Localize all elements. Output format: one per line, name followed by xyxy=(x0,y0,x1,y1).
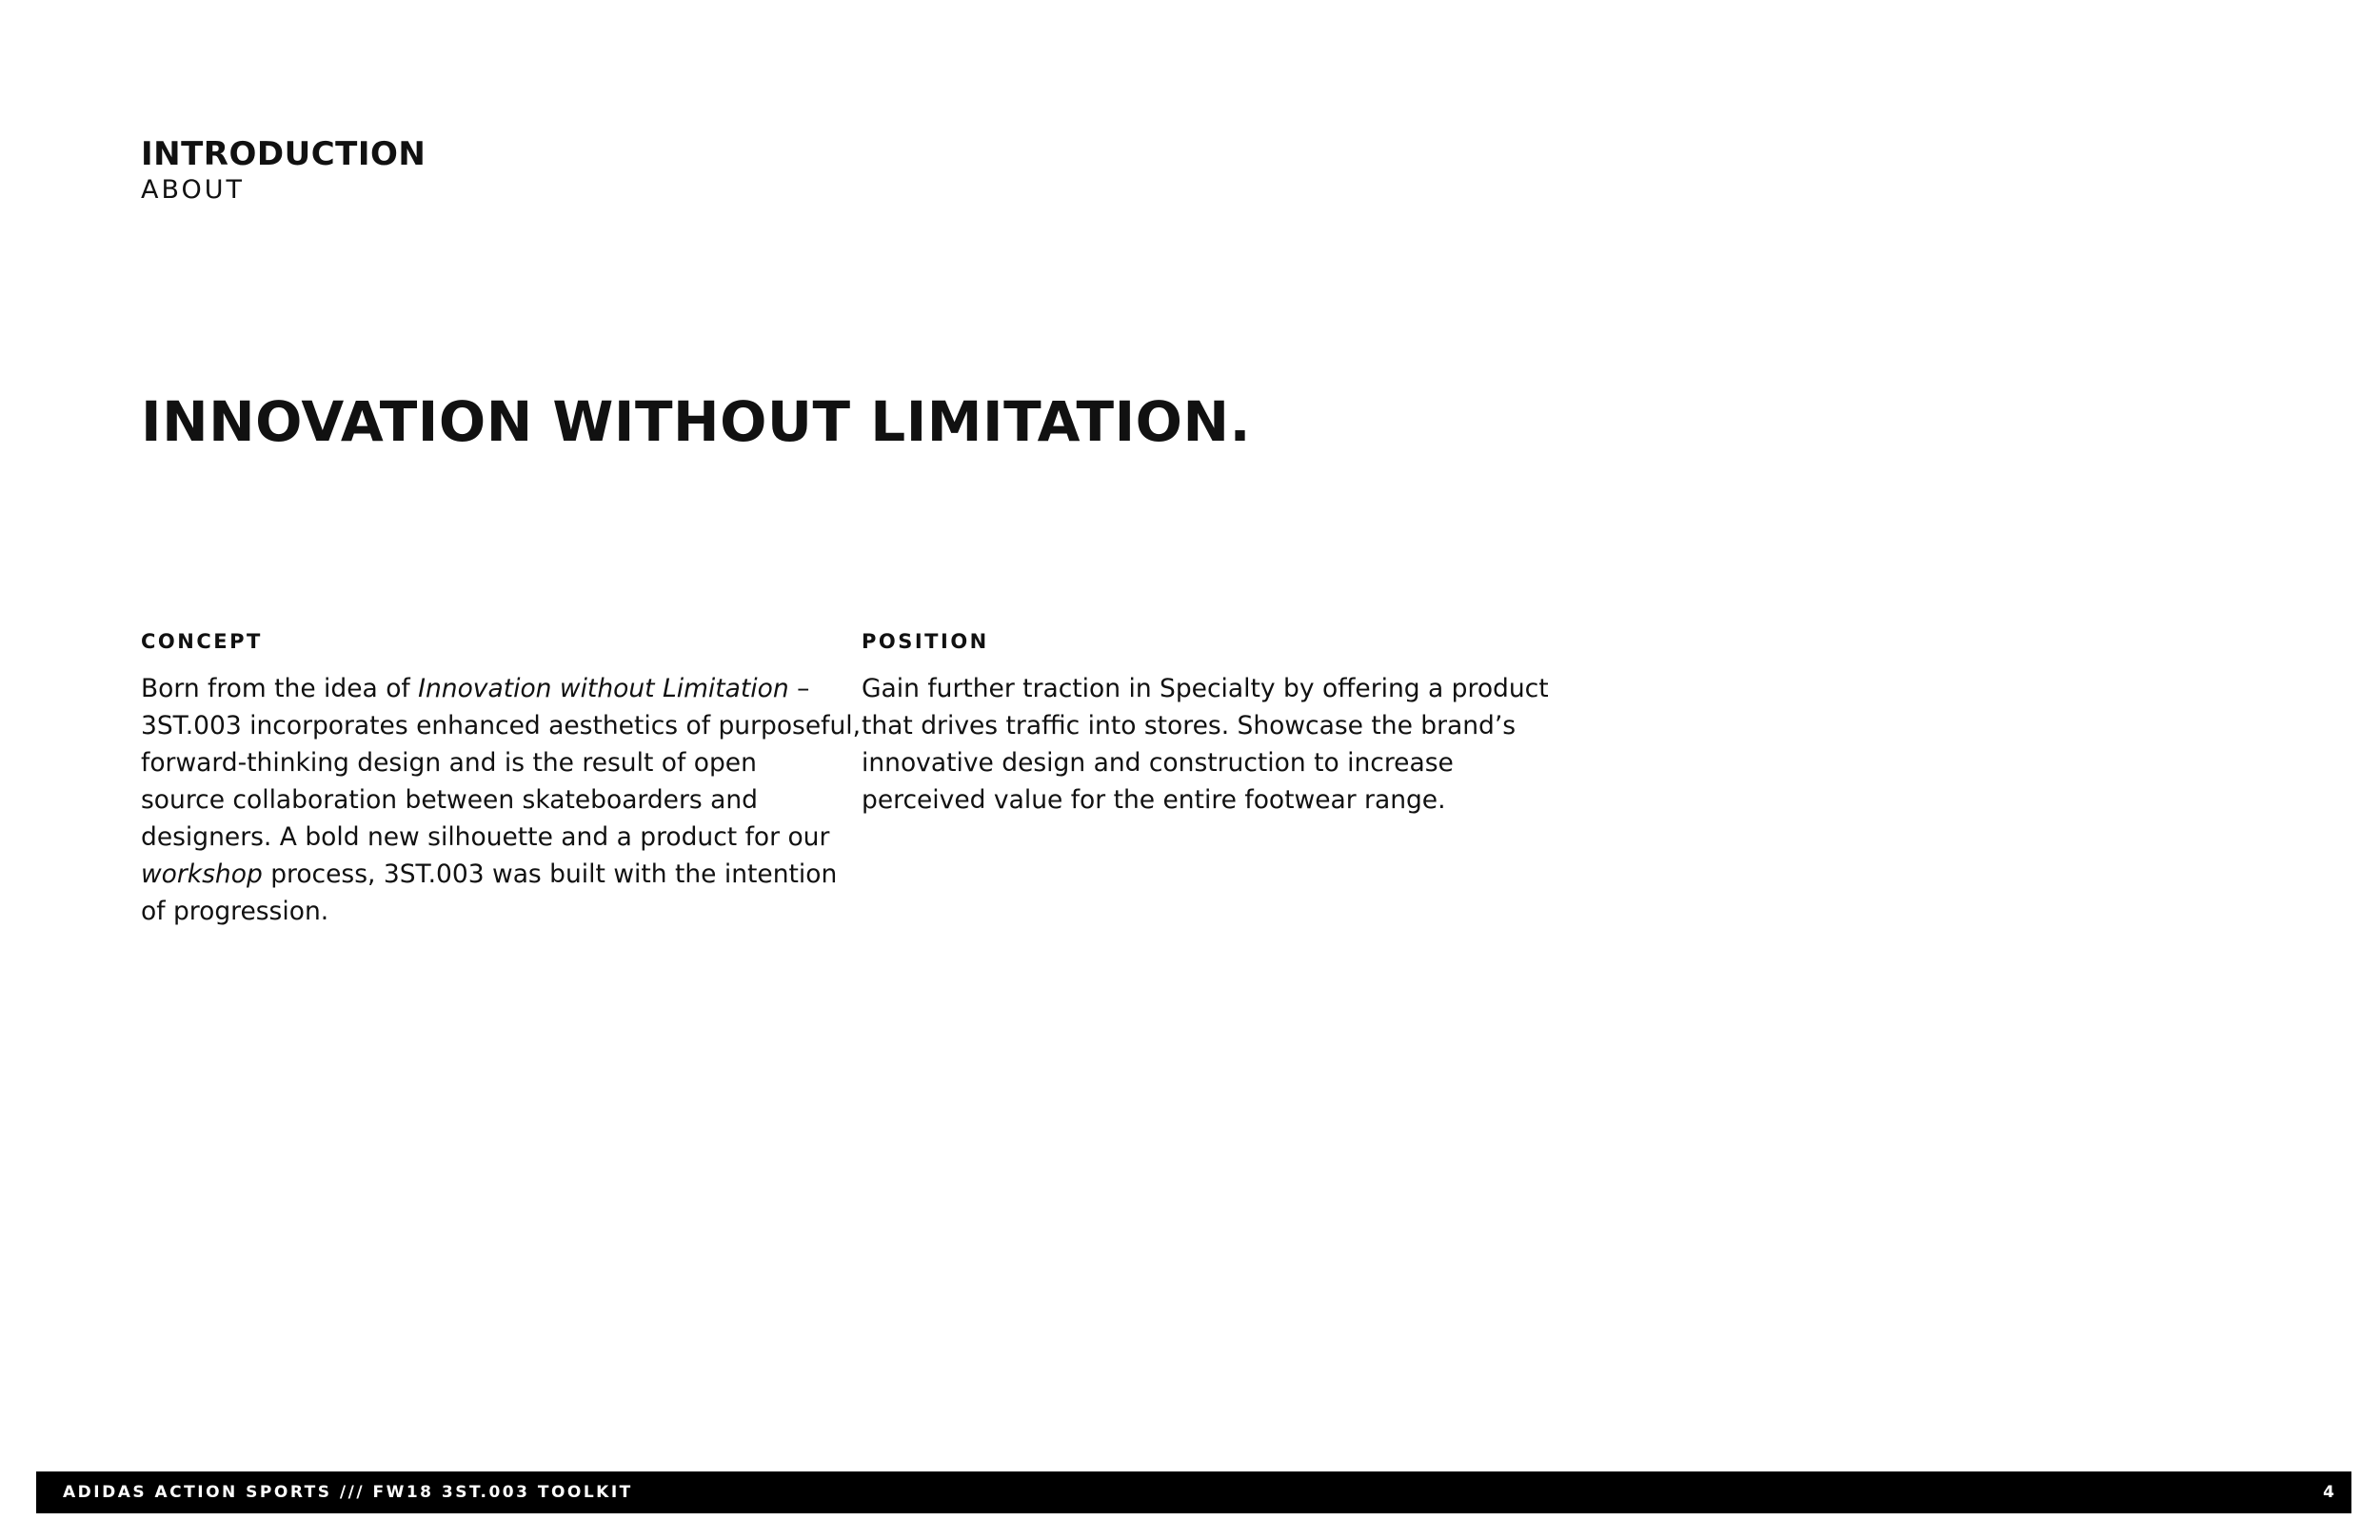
headline: INNOVATION WITHOUT LIMITATION. xyxy=(141,389,1252,454)
position-column xyxy=(862,630,1549,819)
concept-line: designers. A bold new silhouette and a product for our xyxy=(141,822,830,852)
concept-line: workshop process, 3ST.003 was built with the intention xyxy=(141,859,838,889)
concept-line: 3ST.003 incorporates enhanced aesthetics of purposeful, xyxy=(141,711,862,740)
concept-body xyxy=(141,670,862,930)
footer-document-title: ADIDAS ACTION SPORTS /// FW18 3ST.003 TOOLKIT xyxy=(63,1483,633,1502)
position-body xyxy=(862,670,1549,819)
position-line: that drives traffic into stores. Showcase the brand’s xyxy=(862,711,1517,740)
concept-line: forward-thinking design and is the result of open xyxy=(141,748,757,778)
position-line: perceived value for the entire footwear range. xyxy=(862,785,1446,815)
concept-line: source collaboration between skateboarders and xyxy=(141,785,758,815)
concept-heading: CONCEPT xyxy=(141,630,263,653)
concept-line: of progression. xyxy=(141,897,329,926)
position-heading: POSITION xyxy=(862,630,989,653)
concept-line: Born from the idea of Innovation without Limitation – xyxy=(141,674,810,703)
page-number: 4 xyxy=(2323,1483,2334,1502)
concept-column xyxy=(141,630,862,930)
footer-bar xyxy=(36,1471,2351,1513)
section-subtitle: ABOUT xyxy=(141,175,246,205)
position-line: innovative design and construction to increase xyxy=(862,748,1454,778)
section-title: INTRODUCTION xyxy=(141,135,426,173)
position-line: Gain further traction in Specialty by offering a product xyxy=(862,674,1549,703)
